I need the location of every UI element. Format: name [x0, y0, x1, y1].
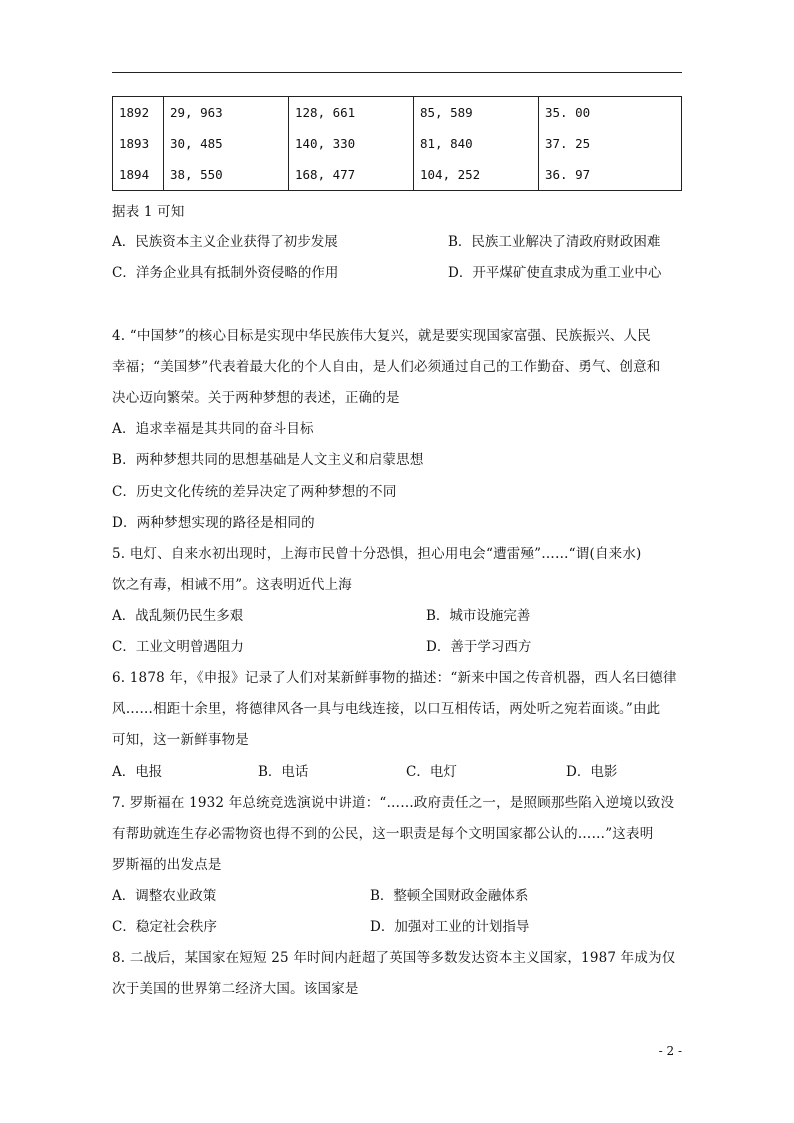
- q6-option-b: B．电话: [258, 764, 309, 780]
- q4-option-d: D．两种梦想实现的路径是相同的: [112, 515, 315, 531]
- q5-option-c: C．工业文明曾遇阻力: [112, 639, 244, 655]
- q7-option-a: A．调整农业政策: [112, 888, 217, 904]
- q7-stem-line-3: 罗斯福的出发点是: [112, 857, 222, 873]
- table-cell: 38, 550: [164, 159, 289, 191]
- table-cell: 85, 589: [414, 97, 539, 129]
- table-cell: 36. 97: [539, 159, 682, 191]
- q3-option-b: B．民族工业解决了清政府财政困难: [448, 234, 661, 250]
- q6-stem-line-3: 可知，这一新鲜事物是: [112, 732, 249, 748]
- q5-option-b: B．城市设施完善: [426, 608, 531, 624]
- header-rule: [112, 72, 682, 73]
- q7-options-row-2: [112, 915, 682, 935]
- q7-option-c: C．稳定社会秩序: [112, 919, 217, 935]
- q5-stem-line-1: 5. 电灯、自来水初出现时，上海市民曾十分恐惧，担心用电会“遭雷殛”……“谓(自来水): [112, 546, 642, 562]
- q7-option-b: B．整顿全国财政金融体系: [370, 888, 529, 904]
- table-cell: 35. 00: [539, 97, 682, 129]
- q6-option-d: D．电影: [566, 764, 618, 780]
- q7-option-d: D．加强对工业的计划指导: [370, 919, 530, 935]
- page-number: - 2 -: [658, 1044, 682, 1058]
- q4-stem-line-3: 决心迈向繁荣。关于两种梦想的表述，正确的是: [112, 390, 400, 406]
- q7-options-row-1: [112, 884, 682, 904]
- table-row: [113, 97, 682, 129]
- q5-options-row-2: [112, 635, 682, 655]
- q3-option-c: C．洋务企业具有抵制外资侵略的作用: [112, 265, 339, 281]
- data-table: [112, 96, 682, 191]
- q7-stem-line-2: 有帮助就连生存必需物资也得不到的公民，这一职责是每个文明国家都公认的……”这表明: [112, 826, 654, 842]
- q5-option-d: D．善于学习西方: [426, 639, 532, 655]
- table-cell: 1893: [113, 128, 164, 159]
- table-row: [113, 128, 682, 159]
- table-row: [113, 159, 682, 191]
- table-cell: 104, 252: [414, 159, 539, 191]
- table-cell: 128, 661: [289, 97, 414, 129]
- q5-stem-line-2: 饮之有毒，相诫不用”。这表明近代上海: [112, 577, 353, 593]
- q4-option-c: C．历史文化传统的差异决定了两种梦想的不同: [112, 484, 397, 500]
- table-cell: 37. 25: [539, 128, 682, 159]
- q8-stem-line-2: 次于美国的世界第二经济大国。该国家是: [112, 981, 359, 997]
- q7-stem-line-1: 7. 罗斯福在 1932 年总统竞选演说中讲道：“……政府责任之一，是照顾那些陷入逆境以致没: [112, 795, 675, 811]
- table-cell: 81, 840: [414, 128, 539, 159]
- q6-stem-line-2: 风……相距十余里，将德律风各一具与电线连接，以口互相传话，两处听之宛若面谈。”由此: [112, 701, 661, 717]
- q3-options-row-1: [112, 230, 682, 250]
- q6-options-row: [112, 760, 682, 780]
- q4-option-b: B．两种梦想共同的思想基础是人文主义和启蒙思想: [112, 452, 424, 468]
- q3-options-row-2: [112, 261, 682, 281]
- table-cell: 1894: [113, 159, 164, 191]
- table-cell: 140, 330: [289, 128, 414, 159]
- q5-options-row-1: [112, 604, 682, 624]
- q3-option-a: A．民族资本主义企业获得了初步发展: [112, 234, 338, 250]
- q6-stem-line-1: 6. 1878 年，《申报》记录了人们对某新鲜事物的描述：“新来中国之传音机器，西人名曰德律: [112, 670, 677, 686]
- q5-option-a: A．战乱频仍民生多艰: [112, 608, 244, 624]
- q8-stem-line-1: 8. 二战后，某国家在短短 25 年时间内赶超了英国等多数发达资本主义国家，1987 年成为仅: [112, 950, 676, 966]
- q4-stem-line-2: 幸福；“美国梦”代表着最大化的个人自由，是人们必须通过自己的工作勤奋、勇气、创意和: [112, 359, 661, 375]
- table-cell: 30, 485: [164, 128, 289, 159]
- q4-option-a: A．追求幸福是其共同的奋斗目标: [112, 421, 314, 437]
- q3-stem: 据表 1 可知: [112, 204, 185, 220]
- q6-option-a: A．电报: [112, 764, 163, 780]
- table-cell: 168, 477: [289, 159, 414, 191]
- q6-option-c: C．电灯: [406, 764, 457, 780]
- table-cell: 1892: [113, 97, 164, 129]
- table-cell: 29, 963: [164, 97, 289, 129]
- q4-stem-line-1: 4. “中国梦”的核心目标是实现中华民族伟大复兴，就是要实现国家富强、民族振兴、人民: [112, 328, 651, 344]
- q3-option-d: D．开平煤矿使直隶成为重工业中心: [448, 265, 662, 281]
